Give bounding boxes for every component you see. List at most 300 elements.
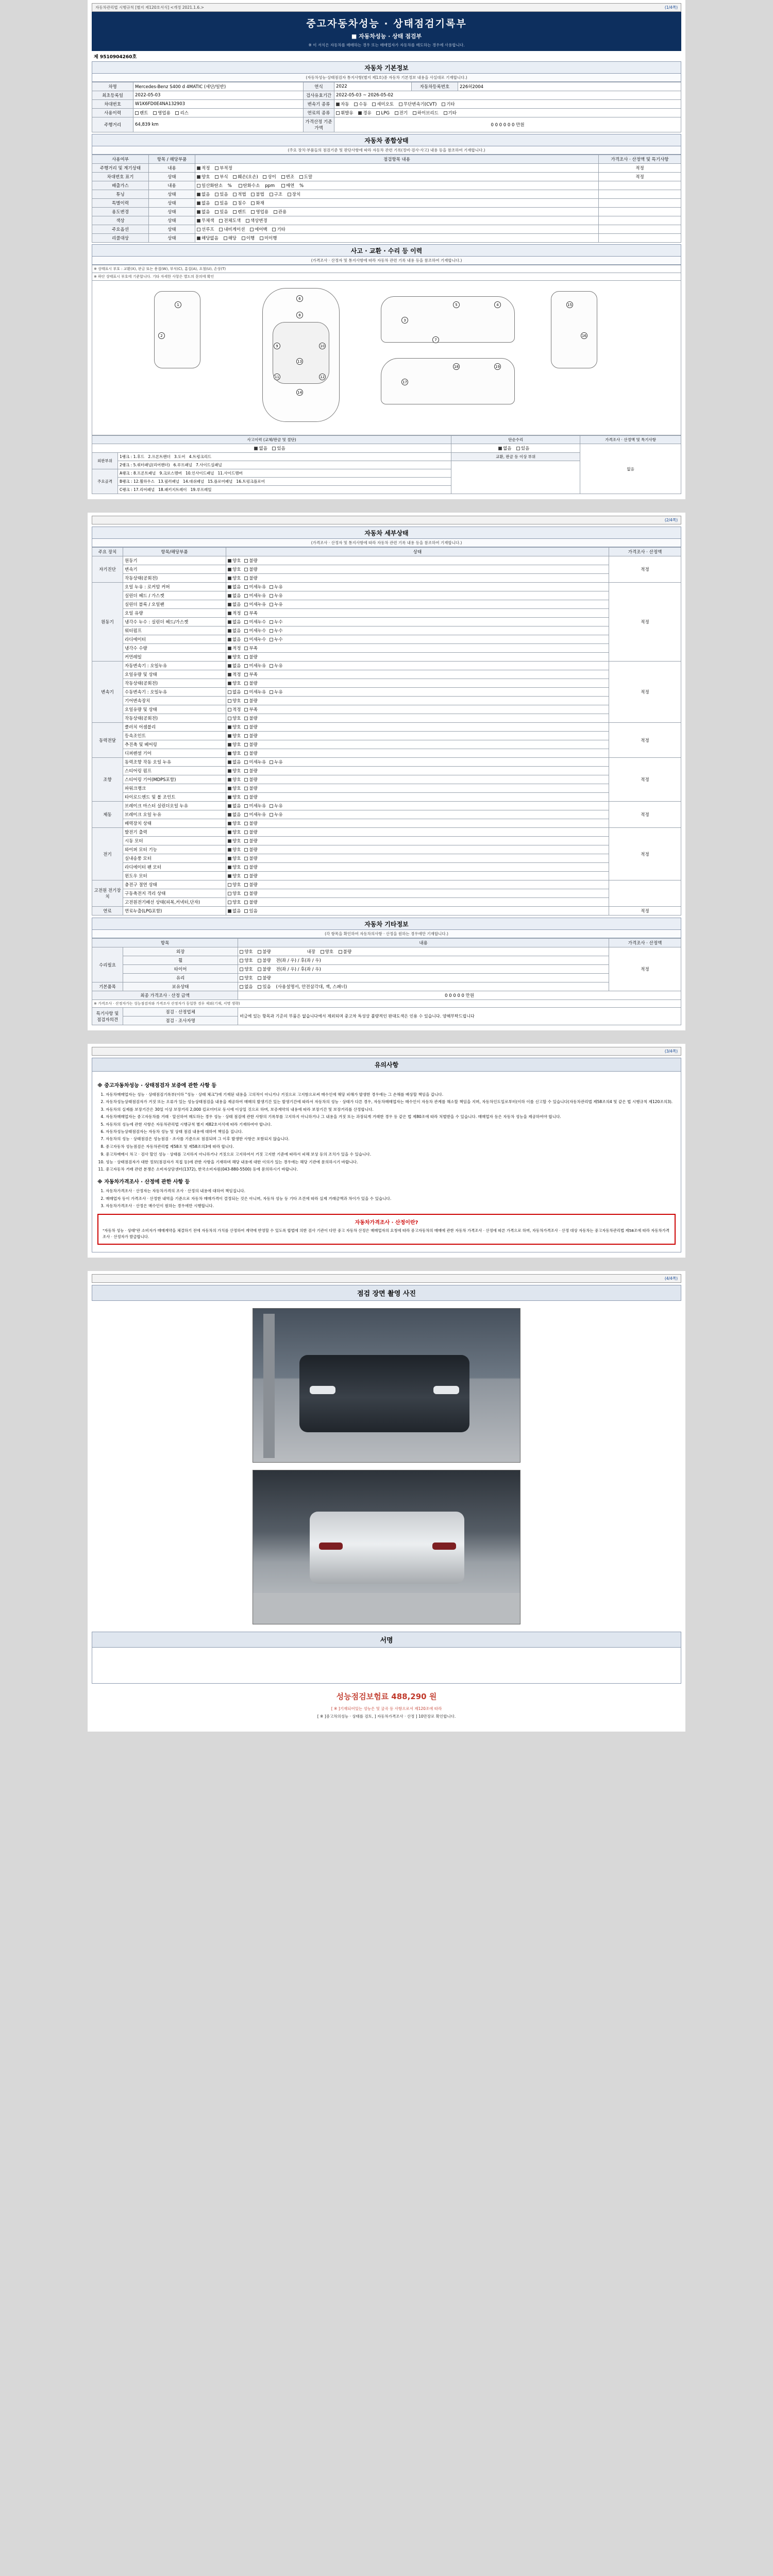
form-reference: 자동차관리법 시행규칙 [별지 제120호서식] <개정 2021.1.6.> <box>95 5 204 10</box>
opt-good[interactable]: 양호 <box>228 890 241 896</box>
opt-bad[interactable]: 불량 <box>244 785 257 791</box>
opt-ok[interactable]: 적정 <box>228 671 241 677</box>
opt-good[interactable]: 양호 <box>228 680 241 686</box>
color-changed[interactable]: 색상변경 <box>246 217 267 224</box>
vin-status-alter[interactable]: 변조 <box>281 174 294 180</box>
opt-bad[interactable]: 불량 <box>244 776 257 783</box>
opt-none[interactable]: 없음 <box>228 759 241 765</box>
wheel-good[interactable]: 양호 <box>240 957 253 963</box>
overall-note-1: 적정 <box>599 173 681 181</box>
opt-bad[interactable]: 불량 <box>244 698 257 704</box>
vin-status-corrode[interactable]: 부식 <box>215 174 228 180</box>
opt-good[interactable]: 양호 <box>228 829 241 835</box>
label-price-base: 가격산정 기준가액 <box>304 117 334 132</box>
detail-col-4: 가격조사 · 산정액 <box>609 548 681 556</box>
fuel-option-hybrid[interactable]: 하이브리드 <box>413 110 439 116</box>
opt-leak[interactable]: 누유 <box>270 759 282 765</box>
detail-item-status <box>226 889 609 898</box>
trans-option-manual[interactable]: 수동 <box>354 101 367 107</box>
list-item: 11. 중고자동차 거래 관련 분쟁은 소비자상담센터(1372), 한국소비자원(043-880-5500) 등에 문의하시기 바랍니다. <box>106 1166 676 1172</box>
int-bad[interactable]: 불량 <box>339 948 351 955</box>
overall-row-status-5 <box>195 208 599 216</box>
panel-rankb-items: 12.휠하우스 13.필러패널 14.대쉬패널 15.플로어패널 16.트렁크플로어 <box>133 479 265 484</box>
value-car-name: Mercedes-Benz S400 d 4MATIC (세단/일반) <box>133 82 304 91</box>
opt-bad[interactable]: 불량 <box>244 724 257 730</box>
opt-leak[interactable]: 누유 <box>270 663 282 669</box>
page-2-topbar <box>92 516 681 524</box>
usechange-gov[interactable]: 관용 <box>274 209 287 215</box>
option-etc[interactable]: 기타 <box>272 226 285 232</box>
opt-none[interactable]: 없음 <box>228 592 241 599</box>
detail-item-status <box>226 872 609 880</box>
panel-rankc-items: 17.리어패널 18.패키지트레이 19.루프레일 <box>133 487 212 492</box>
opt-good[interactable]: 양호 <box>228 557 241 564</box>
value-mileage <box>133 117 304 132</box>
opt-micro-leak[interactable]: 미세누수 <box>244 619 266 625</box>
opt-micro-leak[interactable]: 미세누유 <box>244 811 266 818</box>
wheel-detail: 전(좌 / 우) / 후(좌 / 우) <box>276 958 321 963</box>
overall-row-sub-7: 상태 <box>149 225 195 234</box>
opt-leak[interactable]: 누유 <box>270 592 282 599</box>
int-good[interactable]: 양호 <box>321 948 333 955</box>
detail-item-status <box>226 810 609 819</box>
other-price-value: 0 0 0 0 0 만원 <box>238 991 681 1000</box>
detail-group-powertrain: 동력전달 <box>92 723 123 758</box>
detail-item-label: 파워크랭크 <box>123 784 226 793</box>
opt-good[interactable]: 양호 <box>228 846 241 853</box>
opt-leak[interactable]: 누수 <box>270 628 282 634</box>
trans-option-auto[interactable]: 자동 <box>336 101 349 107</box>
panel-ranka-items: 8.프론트패널 9.크로스멤버 10.인사이드패널 11.사이드멤버 <box>133 471 243 476</box>
detail-item-label: 자동변속기 : 오일누유 <box>123 662 226 670</box>
accident-left-none[interactable]: 없음 <box>254 445 267 451</box>
overall-col-use: 사용여부 <box>92 155 149 164</box>
usechange-biz[interactable]: 영업용 <box>251 209 268 215</box>
basic-yes[interactable]: 있음 <box>258 984 271 990</box>
opt-bad[interactable]: 불량 <box>244 575 257 581</box>
table-row <box>92 802 681 810</box>
tuning-none[interactable]: 없음 <box>197 191 210 197</box>
opt-bad[interactable]: 불량 <box>244 829 257 835</box>
opt-micro-leak[interactable]: 미세누유 <box>244 601 266 607</box>
opt-none[interactable]: 없음 <box>228 689 241 695</box>
fuel-option-ev[interactable]: 전기 <box>395 110 408 116</box>
opt-leak[interactable]: 누유 <box>270 803 282 809</box>
usechange-none[interactable]: 없음 <box>197 209 210 215</box>
page-number-2: (2/4쪽) <box>664 518 678 522</box>
diagram-point-9: 9 <box>274 343 280 349</box>
photo-floor <box>253 1593 520 1624</box>
color-achromatic[interactable]: 무채색 <box>197 217 214 224</box>
table-row <box>92 591 681 600</box>
usage-option-rent[interactable]: 렌트 <box>135 110 148 116</box>
opt-micro-leak[interactable]: 미세누유 <box>244 803 266 809</box>
opt-yes[interactable]: 있음 <box>244 908 257 914</box>
opt-micro-leak[interactable]: 미세누유 <box>244 663 266 669</box>
option-sunroof[interactable]: 선루프 <box>197 226 214 232</box>
section-detail-subtitle: (가격조사 · 산정자 및 통지사항에 따라 자동차 관련 기록 내용 등을 참조하여 기재합니다.) <box>92 539 681 547</box>
panel-rank-c: C랭크 : 17.리어패널 18.패키지트레이 19.루프레일 <box>118 486 451 494</box>
overall-col-status: 점검항목 내용 <box>195 155 599 164</box>
trans-option-cvt[interactable]: 무단변속기(CVT) <box>399 101 437 107</box>
overall-note-0: 적정 <box>599 164 681 173</box>
usechange-rent[interactable]: 렌트 <box>233 209 246 215</box>
tire-good[interactable]: 양호 <box>240 966 253 972</box>
detail-item-status <box>226 583 609 591</box>
notice-title: 유의사항 <box>92 1058 681 1072</box>
opt-bad[interactable]: 불량 <box>244 566 257 572</box>
document-subnote: ※ 이 서식은 자동차를 매매하는 경우 또는 매매업자가 자동차를 매도하는 경우에 사용합니다. <box>308 43 465 47</box>
signature-area[interactable] <box>92 1648 681 1684</box>
option-navi[interactable]: 내비게이션 <box>219 226 245 232</box>
special-yes[interactable]: 있음 <box>215 200 228 206</box>
opt-micro-leak[interactable]: 미세누수 <box>244 636 266 642</box>
fuel-option-etc[interactable]: 기타 <box>444 110 457 116</box>
document-subtitle: ■ 자동차성능 · 상태 점검부 <box>351 33 422 40</box>
opt-bad[interactable]: 불량 <box>244 855 257 861</box>
mileage-status-ok[interactable]: 적정 <box>197 165 210 171</box>
overall-note-4 <box>599 199 681 208</box>
overall-note-6 <box>599 216 681 225</box>
opt-low[interactable]: 부족 <box>244 706 257 713</box>
section-overall-subtitle: (주요 장치·부품들의 점검기준 및 판단사항에 따라 자동차 관련 기록(정비·검사·사고) 내용 등을 참조하여 기재합니다.) <box>92 146 681 155</box>
opt-ok[interactable]: 적정 <box>228 610 241 616</box>
table-row <box>92 714 681 723</box>
opt-bad[interactable]: 불량 <box>244 873 257 879</box>
tuning-device[interactable]: 장치 <box>288 191 300 197</box>
vin-status-damage[interactable]: 훼손(오손) <box>233 174 258 180</box>
photo-rear-lamp-left <box>319 1543 343 1550</box>
detail-item-status <box>226 845 609 854</box>
section-basic-title: 자동차 기본정보 <box>92 61 681 74</box>
detail-item-status <box>226 644 609 653</box>
emission-smoke[interactable]: 매연 <box>281 182 294 189</box>
opt-none[interactable]: 없음 <box>228 908 241 914</box>
table-row <box>92 749 681 758</box>
list-item: 1. 자동차매매업자는 성능 · 상태점검기록부(이하 "성능 · 상태 체크")에 기재된 내용을 고의적이 아니거나 거짓으로 고지함으로써 매수인에 해당 피해가 발생한 경우에는 그 손해를 배상할 책임을 갑니다. <box>106 1092 676 1097</box>
inspection-photo-underbody <box>253 1470 520 1624</box>
label-car-name: 차명 <box>92 82 133 91</box>
diagram-point-1: 1 <box>175 301 181 308</box>
other-sub-basic: 보유상태 <box>123 982 238 991</box>
vin-status-erase[interactable]: 도말 <box>299 174 312 180</box>
opt-leak[interactable]: 누유 <box>270 811 282 818</box>
accident-right-title: 가격조사 · 산정액 및 특기사항 <box>580 436 681 444</box>
other-col-4: 가격조사 · 산정액 <box>609 939 681 947</box>
list-item: 3. 자동차의 실제를 보장기간은 30일 이상 보장거리 2,000 킬로미터로 동시에 이상일 것으로 하며, 보증계약의 내용에 따라 보장기간 및 보장거리를 산정합니다. <box>106 1107 676 1112</box>
fuel-option-diesel[interactable]: 경유 <box>358 110 371 116</box>
other-status-wheel <box>238 956 609 965</box>
emission-co[interactable]: 일산화탄소 <box>197 182 223 189</box>
glass-bad[interactable]: 불량 <box>258 975 271 981</box>
overall-row-label-5: 용도변경 <box>92 208 149 216</box>
table-row <box>92 199 681 208</box>
opt-good[interactable]: 양호 <box>228 820 241 826</box>
table-row <box>92 845 681 854</box>
panel-rank2-items: 5.쿼터패널(리어팬더) 6.루프패널 7.사이드실패널 <box>133 463 222 467</box>
label-fuel: 연료의 종류 <box>304 109 334 117</box>
detail-item-status <box>226 670 609 679</box>
opt-bad[interactable]: 불량 <box>244 794 257 800</box>
opt-good[interactable]: 양호 <box>228 724 241 730</box>
accident-mid-value <box>451 444 580 453</box>
wheel-bad[interactable]: 불량 <box>258 957 271 963</box>
usage-option-business[interactable]: 영업용 <box>153 110 171 116</box>
detail-item-status <box>226 653 609 662</box>
emission-smoke-value: % <box>299 183 304 189</box>
detail-item-status <box>226 880 609 889</box>
opt-bad[interactable]: 불량 <box>244 768 257 774</box>
table-row <box>92 793 681 802</box>
overall-row-label-2: 배출가스 <box>92 181 149 190</box>
color-fullpaint[interactable]: 전체도색 <box>219 217 241 224</box>
detail-item-status <box>226 556 609 565</box>
detail-col-3: 상태 <box>226 548 609 556</box>
diagram-point-14: 14 <box>296 389 303 396</box>
table-row <box>92 181 681 190</box>
opt-none[interactable]: 없음 <box>228 803 241 809</box>
glass-good[interactable]: 양호 <box>240 975 253 981</box>
opt-bad[interactable]: 불량 <box>244 733 257 739</box>
detail-group-highvoltage: 고전원 전기장치 <box>92 880 123 907</box>
option-airbag[interactable]: 에어백 <box>250 226 267 232</box>
page-number-1: (1/4쪽) <box>664 5 678 10</box>
trans-option-semi[interactable]: 세미오토 <box>372 101 394 107</box>
tuning-yes[interactable]: 있음 <box>215 191 228 197</box>
other-label-interior: 내장 <box>307 950 315 955</box>
opt-bad[interactable]: 불량 <box>244 680 257 686</box>
list-item: 3. 자동차가격조사 · 산정은 매수인이 원하는 경우에만 시행합니다. <box>106 1203 676 1209</box>
opt-none[interactable]: 없음 <box>228 663 241 669</box>
emission-hc[interactable]: 탄화수소 <box>239 182 260 189</box>
vin-status-diff[interactable]: 상이 <box>263 174 276 180</box>
opt-good[interactable]: 양호 <box>228 575 241 581</box>
opt-bad[interactable]: 불량 <box>244 838 257 844</box>
table-row <box>92 740 681 749</box>
opt-low[interactable]: 부족 <box>244 645 257 651</box>
accident-mid-none[interactable]: 없음 <box>498 445 511 451</box>
opt-bad[interactable]: 불량 <box>244 899 257 905</box>
opt-micro-leak[interactable]: 미세누수 <box>244 628 266 634</box>
price-definition-box <box>97 1214 676 1244</box>
opt-leak[interactable]: 누유 <box>270 601 282 607</box>
opt-good[interactable]: 양호 <box>228 838 241 844</box>
detail-item-label: 냉각수 누수 : 실린더 헤드/가스켓 <box>123 618 226 626</box>
detail-item-label: 구동축전지 격리 상태 <box>123 889 226 898</box>
recall-none[interactable]: 해당없음 <box>197 235 219 241</box>
opt-leak[interactable]: 누유 <box>270 689 282 695</box>
opt-good[interactable]: 양호 <box>228 733 241 739</box>
other-sub-tire: 타이어 <box>123 965 238 974</box>
ext-good[interactable]: 양호 <box>240 948 253 955</box>
label-vin: 차대번호 <box>92 100 133 109</box>
opt-bad[interactable]: 불량 <box>244 864 257 870</box>
mileage-unit: km <box>152 122 159 127</box>
detail-item-label: 실린더 블록 / 오일팬 <box>123 600 226 609</box>
opt-low[interactable]: 부족 <box>244 610 257 616</box>
opt-good[interactable]: 양호 <box>228 864 241 870</box>
panel-empty <box>451 461 580 494</box>
opt-ok[interactable]: 적정 <box>228 706 241 713</box>
panel-rank-b: B랭크 : 12.휠하우스 13.필러패널 14.대쉬패널 15.플로어패널 16.트렁크플로어 <box>118 478 451 486</box>
value-price-base: 0 0 0 0 0 0 만원 <box>334 117 681 132</box>
table-row <box>92 173 681 181</box>
opt-good[interactable]: 양호 <box>228 750 241 756</box>
usechange-yes[interactable]: 있음 <box>215 209 228 215</box>
signature-title: 서명 <box>92 1632 681 1648</box>
fuel-option-lpg[interactable]: LPG <box>376 111 389 116</box>
ext-bad[interactable]: 불량 <box>258 948 271 955</box>
table-row <box>92 880 681 889</box>
tuning-illegal[interactable]: 불법 <box>251 191 264 197</box>
section-accident-title: 사고 · 교환 · 수리 등 이력 <box>92 244 681 257</box>
detail-item-label: 와이퍼 모터 기능 <box>123 845 226 854</box>
recall-notdone[interactable]: 미이행 <box>260 235 277 241</box>
overall-row-sub-4: 상태 <box>149 199 195 208</box>
opt-micro-leak[interactable]: 미세누유 <box>244 689 266 695</box>
other-price-label: 최종 가격조사 · 산정 금액 <box>92 991 238 1000</box>
special-flood[interactable]: 침수 <box>233 200 246 206</box>
table-row <box>92 1000 681 1008</box>
opt-good[interactable]: 양호 <box>228 873 241 879</box>
detail-note-fuel: 적정 <box>609 907 681 916</box>
opt-good[interactable]: 양호 <box>228 566 241 572</box>
accident-left-value <box>92 444 451 453</box>
footnote-1: [ ※ ]기재되어있는 성능은 및 굴곡 등 사항으로서 제120조에 따라 <box>331 1706 442 1711</box>
opt-good[interactable]: 양호 <box>228 855 241 861</box>
opt-micro-leak[interactable]: 미세누유 <box>244 584 266 590</box>
diagram-point-16: 16 <box>581 332 587 339</box>
list-item: 4. 자동차매매업자는 중고자동차를 거래 · 알선하여 매도하는 경우 성능 · 상태 점검에 관한 사항의 기록부를 고지하지 아니하거나 그 내용을 거짓 또는 과장되게 거래한 경우 등 같은 법 제80조에 따라 처벌받을 수 있습니다. 매매업자 등은 자동차 성능을 제공하여야 합니다. <box>106 1114 676 1120</box>
other-price-note: ※ 가격조사 · 산정자가는 성능점검자와 가격조사 산정자가 동일한 경우 제외(기재, 서명 생략) <box>92 1000 681 1008</box>
opt-none[interactable]: 없음 <box>228 584 241 590</box>
detail-col-2: 항목/해당부품 <box>123 548 226 556</box>
vin-status-good[interactable]: 양호 <box>197 174 210 180</box>
recall-done[interactable]: 이행 <box>242 235 255 241</box>
opt-none[interactable]: 없음 <box>228 619 241 625</box>
tire-bad[interactable]: 불량 <box>258 966 271 972</box>
table-row <box>92 190 681 199</box>
mileage-status-ng[interactable]: 부적정 <box>215 165 232 171</box>
accident-note-2: ※ 하단 상태표시 부호에 기준합니다. 기타 자세한 사항은 별도의 문의에 확인 <box>92 273 681 281</box>
label-inspect: 검사유효기간 <box>304 91 334 100</box>
opt-micro-leak[interactable]: 미세누유 <box>244 759 266 765</box>
basic-info-table <box>92 82 681 132</box>
opt-bad[interactable]: 불량 <box>244 557 257 564</box>
table-row <box>92 732 681 740</box>
accident-mid-yes[interactable]: 있음 <box>516 445 529 451</box>
detail-item-status <box>226 793 609 802</box>
opt-bad[interactable]: 불량 <box>244 882 257 888</box>
detail-item-label: 동력조향 작동 오일 누유 <box>123 758 226 767</box>
detail-item-status <box>226 854 609 863</box>
opt-good[interactable]: 양호 <box>228 776 241 783</box>
opt-none[interactable]: 없음 <box>228 636 241 642</box>
diagram-point-17: 17 <box>401 379 408 385</box>
special-fire[interactable]: 화재 <box>251 200 264 206</box>
other-sub-exterior: 외장 <box>123 947 238 956</box>
opt-bad[interactable]: 불량 <box>244 890 257 896</box>
opt-none[interactable]: 없음 <box>228 811 241 818</box>
tuning-structure[interactable]: 구조 <box>270 191 282 197</box>
basic-none[interactable]: 없음 <box>240 984 253 990</box>
overall-row-status-6 <box>195 216 599 225</box>
opt-none[interactable]: 없음 <box>228 601 241 607</box>
opt-micro-leak[interactable]: 미세누유 <box>244 592 266 599</box>
opt-bad[interactable]: 불량 <box>244 820 257 826</box>
table-row <box>92 444 681 453</box>
opt-leak[interactable]: 누수 <box>270 636 282 642</box>
opt-leak[interactable]: 누유 <box>270 584 282 590</box>
opt-good[interactable]: 양호 <box>228 768 241 774</box>
opt-good[interactable]: 양호 <box>228 899 241 905</box>
recall-yes[interactable]: 해당 <box>224 235 237 241</box>
special-none[interactable]: 없음 <box>197 200 210 206</box>
opt-bad[interactable]: 불량 <box>244 741 257 748</box>
opt-bad[interactable]: 불량 <box>244 846 257 853</box>
detail-item-status <box>226 662 609 670</box>
opt-bad[interactable]: 불량 <box>244 750 257 756</box>
detail-item-status <box>226 898 609 907</box>
opt-ok[interactable]: 적정 <box>228 645 241 651</box>
overall-row-label-7: 주요옵션 <box>92 225 149 234</box>
value-reg-no: 226허2004 <box>458 82 681 91</box>
notice-list-2 <box>106 1151 676 1172</box>
table-row <box>92 208 681 216</box>
overall-row-sub-8: 상태 <box>149 234 195 243</box>
opt-good[interactable]: 양호 <box>228 882 241 888</box>
opt-none[interactable]: 없음 <box>228 628 241 634</box>
notice-list-1 <box>106 1092 676 1149</box>
trans-option-etc[interactable]: 기타 <box>442 101 455 107</box>
detail-item-status <box>226 732 609 740</box>
tuning-legal[interactable]: 적법 <box>233 191 246 197</box>
overall-row-label-3: 튜닝 <box>92 190 149 199</box>
detail-item-status <box>226 697 609 705</box>
panel-title: 교환, 판금 등 이상 부위 <box>451 453 580 461</box>
detail-item-label: 윈도우 모터 <box>123 872 226 880</box>
opt-bad[interactable]: 불량 <box>244 654 257 660</box>
overall-row-status-3 <box>195 190 599 199</box>
opt-good[interactable]: 양호 <box>228 794 241 800</box>
overall-row-sub-2: 내용 <box>149 181 195 190</box>
opt-low[interactable]: 부족 <box>244 671 257 677</box>
table-row <box>92 216 681 225</box>
overall-row-label-4: 특별이력 <box>92 199 149 208</box>
usage-option-lease[interactable]: 리스 <box>175 110 188 116</box>
table-row <box>92 898 681 907</box>
opt-bad[interactable]: 불량 <box>244 715 257 721</box>
table-row <box>92 767 681 775</box>
detail-col-1: 주요 장치 <box>92 548 123 556</box>
detail-item-label: 시동 모터 <box>123 837 226 845</box>
opt-good[interactable]: 양호 <box>228 741 241 748</box>
fuel-option-gasoline[interactable]: 휘발유 <box>336 110 354 116</box>
other-group-repair: 수리필요 <box>92 947 123 982</box>
photo-rear-lamp-right <box>432 1543 456 1550</box>
detail-item-label: 실내송풍 모터 <box>123 854 226 863</box>
other-status-basic <box>238 982 609 991</box>
opt-good[interactable]: 양호 <box>228 715 241 721</box>
detail-item-label: 클러치 어셈블리 <box>123 723 226 732</box>
value-usage <box>133 109 304 117</box>
accident-left-yes[interactable]: 있음 <box>272 445 285 451</box>
opt-leak[interactable]: 누수 <box>270 619 282 625</box>
opt-good[interactable]: 양호 <box>228 785 241 791</box>
opt-good[interactable]: 양호 <box>228 654 241 660</box>
opt-good[interactable]: 양호 <box>228 698 241 704</box>
list-item: 10. 성능 · 상태점검자가 대한 정보(점검자가 직접 등)에 관한 사항을 기재하며 해당 내용에 대한 이의가 있는 경우에는 해당 기관에 문의하시기 바랍니다. <box>106 1159 676 1165</box>
